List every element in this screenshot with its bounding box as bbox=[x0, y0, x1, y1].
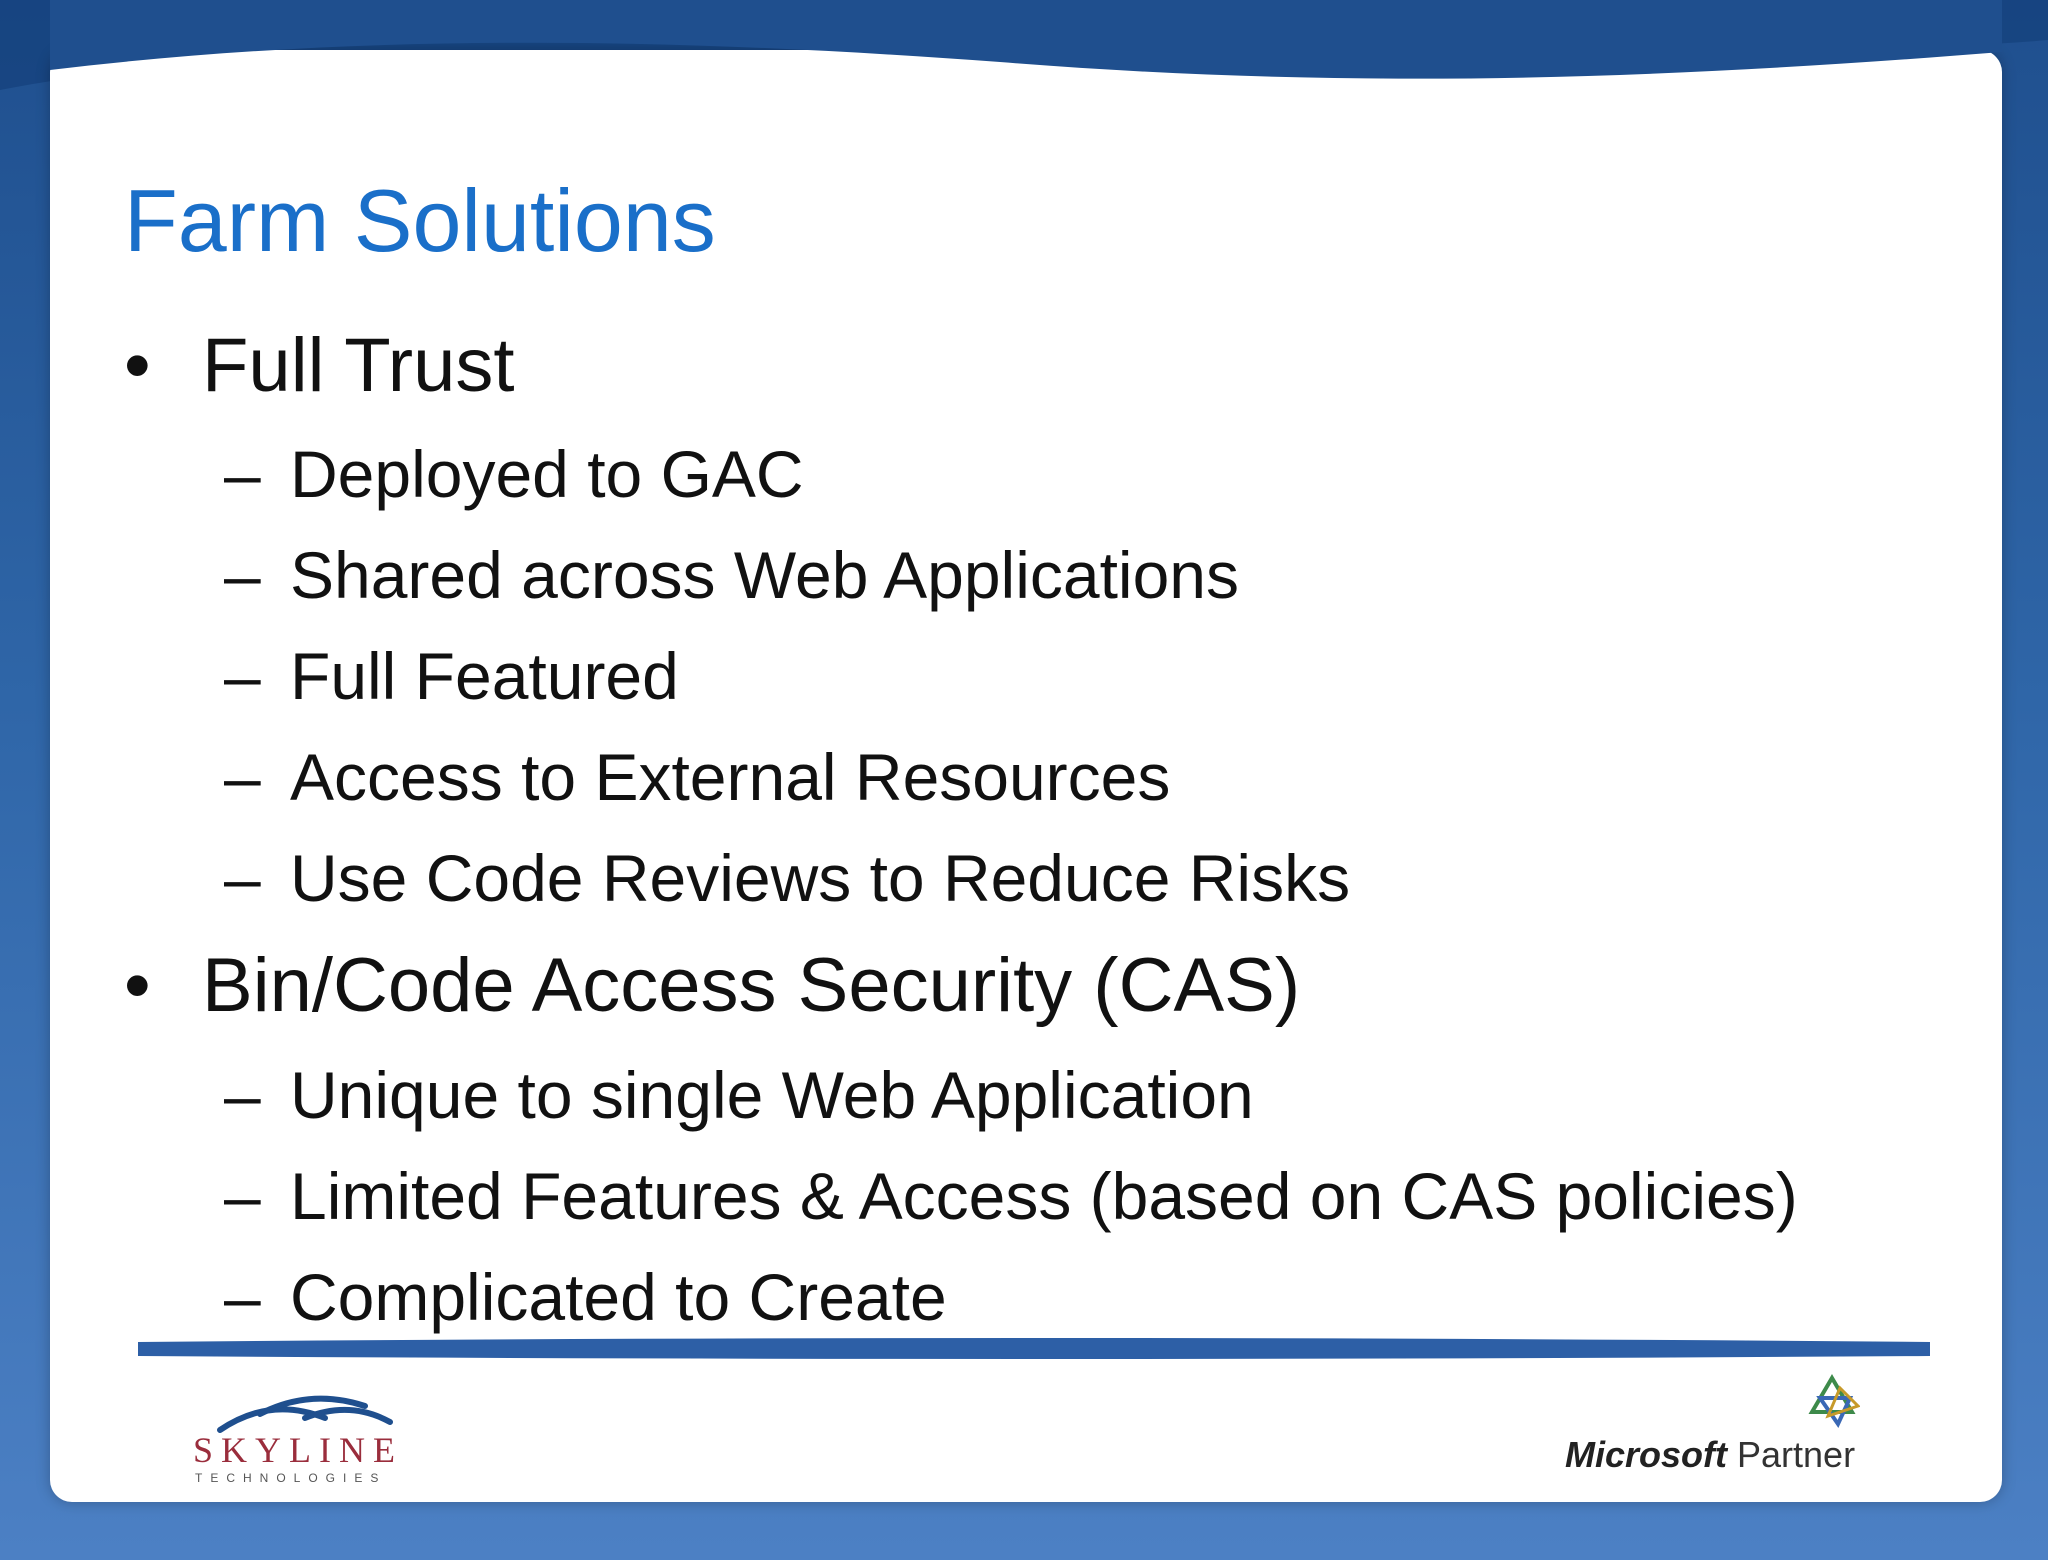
bullet-text: Full Trust bbox=[202, 323, 515, 408]
sub-bullet-text: Limited Features & Access (based on CAS policies) bbox=[290, 1159, 1798, 1233]
sub-bullet-text: Use Code Reviews to Reduce Risks bbox=[290, 841, 1351, 915]
sub-bullet-item bbox=[224, 1057, 1254, 1133]
sub-bullet-text: Unique to single Web Application bbox=[290, 1058, 1254, 1132]
sub-bullet-dash: – bbox=[224, 841, 261, 915]
sub-bullet-dash: – bbox=[224, 1260, 261, 1334]
sub-bullet-item bbox=[224, 537, 1239, 613]
sub-bullet-dash: – bbox=[224, 740, 261, 814]
bullet-dot: • bbox=[124, 323, 151, 408]
sub-bullet-dash: – bbox=[224, 1159, 261, 1233]
skyline-logo-name: SKYLINE bbox=[193, 1430, 403, 1470]
sub-bullet-item bbox=[224, 840, 1350, 916]
skyline-logo bbox=[190, 1382, 430, 1492]
slide-title: Farm Solutions bbox=[124, 171, 716, 270]
bullet-item bbox=[124, 322, 515, 409]
sub-bullet-text: Deployed to GAC bbox=[290, 437, 804, 511]
skyline-arcs-icon bbox=[220, 1399, 390, 1430]
bullet-text: Bin/Code Access Security (CAS) bbox=[202, 943, 1301, 1028]
sub-bullet-text: Access to External Resources bbox=[290, 740, 1171, 814]
sub-bullet-dash: – bbox=[224, 1058, 261, 1132]
sub-bullet-text: Shared across Web Applications bbox=[290, 538, 1239, 612]
sub-bullet-text: Full Featured bbox=[290, 639, 679, 713]
sub-bullet-item bbox=[224, 739, 1170, 815]
sub-bullet-text: Complicated to Create bbox=[290, 1260, 947, 1334]
bullet-item bbox=[124, 942, 1300, 1029]
sub-bullet-dash: – bbox=[224, 639, 261, 713]
sub-bullet-dash: – bbox=[224, 538, 261, 612]
sub-bullet-item bbox=[224, 436, 804, 512]
skyline-logo-tagline: TECHNOLOGIES bbox=[195, 1471, 387, 1485]
card-top-wave bbox=[0, 0, 2048, 140]
partner-label: Partner bbox=[1737, 1434, 1856, 1475]
sub-bullet-item bbox=[224, 1158, 1798, 1234]
bullet-dot: • bbox=[124, 943, 151, 1028]
sub-bullet-item bbox=[224, 638, 679, 714]
sub-bullet-dash: – bbox=[224, 437, 261, 511]
sub-bullet-item bbox=[224, 1259, 947, 1335]
microsoft-partner-logo bbox=[1565, 1434, 1855, 1476]
footer-divider bbox=[130, 1336, 1938, 1362]
microsoft-brand: Microsoft bbox=[1565, 1434, 1727, 1475]
